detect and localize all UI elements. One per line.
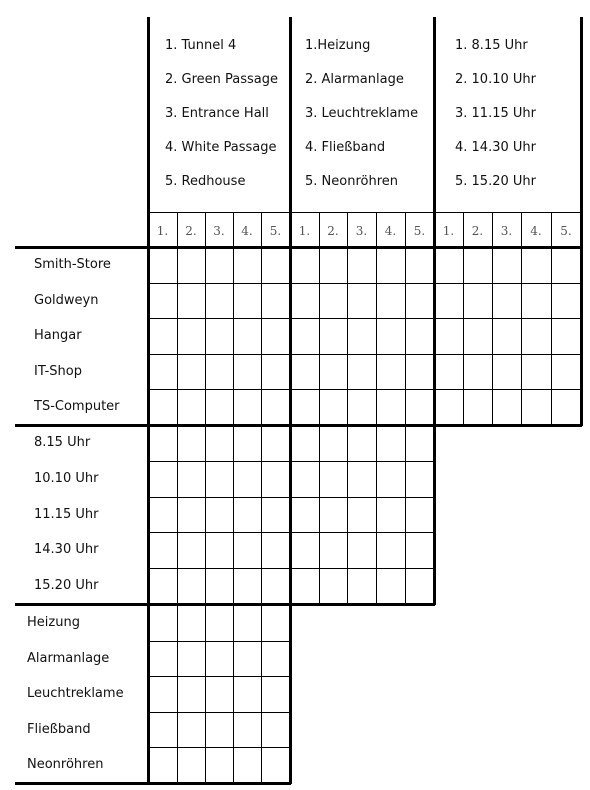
grid-cell[interactable] <box>261 461 290 497</box>
grid-cell[interactable] <box>376 283 405 318</box>
grid-cell[interactable] <box>205 641 233 676</box>
grid-line-horizontal <box>148 389 581 390</box>
grid-cell[interactable] <box>492 247 521 283</box>
grid-line-horizontal <box>148 354 581 355</box>
column-number: 2. <box>327 224 339 238</box>
grid-cell[interactable] <box>261 532 290 568</box>
grid-cell[interactable] <box>177 712 205 747</box>
grid-cell[interactable] <box>148 461 177 497</box>
grid-cell[interactable] <box>233 283 261 318</box>
grid-cell[interactable] <box>434 283 463 318</box>
grid-cell[interactable] <box>551 318 581 354</box>
row-label: TS-Computer <box>34 399 120 414</box>
column-header-item: 3. Entrance Hall <box>165 106 269 121</box>
grid-cell[interactable] <box>319 425 347 461</box>
grid-cell[interactable] <box>290 497 319 532</box>
grid-line-horizontal <box>148 318 581 319</box>
row-label: 10.10 Uhr <box>34 471 99 486</box>
grid-cell[interactable] <box>405 247 434 283</box>
grid-cell[interactable] <box>347 247 376 283</box>
grid-cell[interactable] <box>551 354 581 389</box>
grid-cell[interactable] <box>261 676 290 712</box>
column-header-item: 4. White Passage <box>165 140 277 155</box>
grid-cell[interactable] <box>319 568 347 604</box>
grid-cell[interactable] <box>261 354 290 389</box>
grid-cell[interactable] <box>376 497 405 532</box>
grid-cell[interactable] <box>233 604 261 641</box>
grid-cell[interactable] <box>290 247 319 283</box>
column-header-item: 5. 15.20 Uhr <box>455 174 536 189</box>
grid-cell[interactable] <box>261 389 290 425</box>
grid-cell[interactable] <box>405 532 434 568</box>
grid-cell[interactable] <box>177 532 205 568</box>
grid-cell[interactable] <box>233 532 261 568</box>
grid-cell[interactable] <box>405 568 434 604</box>
grid-cell[interactable] <box>148 641 177 676</box>
grid-line-horizontal <box>148 747 290 748</box>
column-header-item: 4. Fließband <box>305 140 386 155</box>
column-number: 4. <box>241 224 253 238</box>
grid-cell[interactable] <box>233 318 261 354</box>
grid-cell[interactable] <box>376 568 405 604</box>
grid-cell[interactable] <box>319 318 347 354</box>
grid-cell[interactable] <box>148 604 177 641</box>
group-divider-horizontal <box>15 603 435 606</box>
grid-line-vertical <box>319 212 320 604</box>
grid-cell[interactable] <box>177 283 205 318</box>
column-header-item: 5. Neonröhren <box>305 174 398 189</box>
grid-cell[interactable] <box>205 712 233 747</box>
grid-cell[interactable] <box>233 354 261 389</box>
column-number: 3. <box>500 224 513 238</box>
grid-cell[interactable] <box>233 425 261 461</box>
column-number: 1. <box>442 224 455 238</box>
grid-cell[interactable] <box>148 712 177 747</box>
column-header-item: 5. Redhouse <box>165 174 246 189</box>
grid-cell[interactable] <box>319 354 347 389</box>
grid-line-vertical <box>347 212 348 604</box>
grid-cell[interactable] <box>463 389 492 425</box>
column-header-item: 1. Tunnel 4 <box>165 38 237 53</box>
grid-cell[interactable] <box>177 604 205 641</box>
column-number: 2. <box>185 224 197 238</box>
grid-cell[interactable] <box>319 532 347 568</box>
group-divider-vertical <box>147 17 150 784</box>
column-header-item: 2. Green Passage <box>165 72 279 87</box>
grid-cell[interactable] <box>463 247 492 283</box>
row-label: 14.30 Uhr <box>34 542 99 557</box>
grid-cell[interactable] <box>233 712 261 747</box>
grid-cell[interactable] <box>347 568 376 604</box>
grid-cell[interactable] <box>434 389 463 425</box>
grid-cell[interactable] <box>290 568 319 604</box>
grid-cell[interactable] <box>376 532 405 568</box>
row-label: Smith-Store <box>34 257 111 272</box>
grid-cell[interactable] <box>434 247 463 283</box>
grid-line-vertical <box>521 212 522 425</box>
grid-cell[interactable] <box>148 247 177 283</box>
grid-cell[interactable] <box>290 318 319 354</box>
grid-cell[interactable] <box>148 676 177 712</box>
grid-cell[interactable] <box>233 389 261 425</box>
column-header-item: 4. 14.30 Uhr <box>455 140 536 155</box>
grid-cell[interactable] <box>205 389 233 425</box>
grid-cell[interactable] <box>205 497 233 532</box>
grid-cell[interactable] <box>261 318 290 354</box>
group-divider-horizontal <box>15 782 291 785</box>
row-label: Neonröhren <box>27 757 104 772</box>
grid-line-horizontal <box>148 712 290 713</box>
row-label: IT-Shop <box>34 363 82 379</box>
grid-line-horizontal <box>148 641 290 642</box>
grid-cell[interactable] <box>290 389 319 425</box>
grid-cell[interactable] <box>261 283 290 318</box>
grid-cell[interactable] <box>233 641 261 676</box>
grid-cell[interactable] <box>205 318 233 354</box>
grid-cell[interactable] <box>261 425 290 461</box>
grid-cell[interactable] <box>205 461 233 497</box>
grid-cell[interactable] <box>148 532 177 568</box>
header-number-row-line <box>148 212 581 213</box>
column-number: 1. <box>298 224 311 238</box>
grid-cell[interactable] <box>233 747 261 783</box>
grid-cell[interactable] <box>148 747 177 783</box>
row-label: 11.15 Uhr <box>34 506 99 522</box>
grid-cell[interactable] <box>261 497 290 532</box>
grid-cell[interactable] <box>521 283 551 318</box>
grid-cell[interactable] <box>233 497 261 532</box>
grid-cell[interactable] <box>177 676 205 712</box>
grid-cell[interactable] <box>261 247 290 283</box>
grid-cell[interactable] <box>551 389 581 425</box>
grid-cell[interactable] <box>521 247 551 283</box>
grid-cell[interactable] <box>551 283 581 318</box>
grid-line-vertical <box>405 212 406 604</box>
grid-cell[interactable] <box>177 318 205 354</box>
grid-cell[interactable] <box>376 461 405 497</box>
row-label: 15.20 Uhr <box>34 578 99 593</box>
grid-line-vertical <box>376 212 377 604</box>
grid-cell[interactable] <box>290 283 319 318</box>
grid-line-vertical <box>463 212 464 425</box>
grid-cell[interactable] <box>290 532 319 568</box>
grid-cell[interactable] <box>319 461 347 497</box>
grid-cell[interactable] <box>177 425 205 461</box>
grid-cell[interactable] <box>148 354 177 389</box>
grid-cell[interactable] <box>463 354 492 389</box>
grid-line-vertical <box>492 212 493 425</box>
grid-cell[interactable] <box>376 247 405 283</box>
grid-cell[interactable] <box>261 641 290 676</box>
grid-cell[interactable] <box>177 461 205 497</box>
grid-cell[interactable] <box>434 354 463 389</box>
grid-cell[interactable] <box>261 747 290 783</box>
grid-cell[interactable] <box>177 641 205 676</box>
grid-cell[interactable] <box>205 604 233 641</box>
grid-cell[interactable] <box>205 568 233 604</box>
grid-cell[interactable] <box>521 318 551 354</box>
grid-line-vertical <box>177 212 178 783</box>
column-number: 4. <box>530 224 542 238</box>
column-header-item: 2. Alarmanlage <box>305 72 404 87</box>
grid-cell[interactable] <box>319 389 347 425</box>
grid-cell[interactable] <box>405 354 434 389</box>
column-number: 5. <box>413 224 426 238</box>
row-label: Alarmanlage <box>27 650 110 666</box>
grid-cell[interactable] <box>405 461 434 497</box>
grid-cell[interactable] <box>319 497 347 532</box>
grid-cell[interactable] <box>347 283 376 318</box>
row-label: Leuchtreklame <box>27 686 124 701</box>
column-header-item: 1.Heizung <box>305 38 371 53</box>
grid-cell[interactable] <box>347 318 376 354</box>
grid-cell[interactable] <box>290 461 319 497</box>
grid-cell[interactable] <box>347 354 376 389</box>
row-label: Heizung <box>27 614 80 630</box>
grid-cell[interactable] <box>177 354 205 389</box>
group-divider-horizontal <box>15 246 582 249</box>
grid-cell[interactable] <box>233 568 261 604</box>
column-header-item: 1. 8.15 Uhr <box>455 38 528 53</box>
group-divider-vertical <box>580 17 583 426</box>
grid-cell[interactable] <box>405 283 434 318</box>
grid-cell[interactable] <box>347 461 376 497</box>
grid-cell[interactable] <box>551 247 581 283</box>
grid-cell[interactable] <box>205 425 233 461</box>
grid-cell[interactable] <box>347 389 376 425</box>
grid-cell[interactable] <box>492 354 521 389</box>
grid-cell[interactable] <box>376 318 405 354</box>
column-number: 1. <box>156 224 169 238</box>
column-number: 3. <box>355 224 368 238</box>
grid-cell[interactable] <box>290 354 319 389</box>
grid-cell[interactable] <box>290 425 319 461</box>
row-label: Goldweyn <box>34 292 99 308</box>
grid-line-vertical <box>205 212 206 783</box>
grid-cell[interactable] <box>205 747 233 783</box>
grid-cell[interactable] <box>347 425 376 461</box>
grid-cell[interactable] <box>233 676 261 712</box>
grid-cell[interactable] <box>148 568 177 604</box>
grid-cell[interactable] <box>148 389 177 425</box>
grid-cell[interactable] <box>177 389 205 425</box>
grid-cell[interactable] <box>405 425 434 461</box>
column-header-item: 3. 11.15 Uhr <box>455 106 536 121</box>
grid-cell[interactable] <box>376 354 405 389</box>
grid-cell[interactable] <box>205 676 233 712</box>
grid-cell[interactable] <box>261 568 290 604</box>
grid-cell[interactable] <box>463 283 492 318</box>
grid-cell[interactable] <box>347 532 376 568</box>
grid-cell[interactable] <box>233 247 261 283</box>
grid-cell[interactable] <box>434 318 463 354</box>
grid-cell[interactable] <box>148 497 177 532</box>
grid-line-horizontal <box>148 283 581 284</box>
column-number: 2. <box>471 224 484 238</box>
grid-cell[interactable] <box>261 712 290 747</box>
grid-line-horizontal <box>148 676 290 677</box>
grid-cell[interactable] <box>376 425 405 461</box>
group-divider-vertical <box>289 17 292 784</box>
group-divider-horizontal <box>15 424 582 427</box>
grid-cell[interactable] <box>492 283 521 318</box>
grid-line-vertical <box>261 212 262 783</box>
row-label: Hangar <box>34 328 82 343</box>
grid-cell[interactable] <box>376 389 405 425</box>
column-number: 4. <box>384 224 397 238</box>
grid-cell[interactable] <box>492 389 521 425</box>
grid-cell[interactable] <box>205 532 233 568</box>
grid-cell[interactable] <box>148 318 177 354</box>
grid-cell[interactable] <box>148 425 177 461</box>
row-label: Fließband <box>27 721 91 737</box>
grid-cell[interactable] <box>521 389 551 425</box>
column-header-item: 2. 10.10 Uhr <box>455 72 536 87</box>
column-number: 5. <box>269 224 282 238</box>
grid-line-vertical <box>233 212 234 783</box>
grid-cell[interactable] <box>405 389 434 425</box>
column-number: 3. <box>213 224 225 238</box>
group-divider-vertical <box>433 17 436 605</box>
grid-cell[interactable] <box>492 318 521 354</box>
grid-cell[interactable] <box>177 568 205 604</box>
grid-cell[interactable] <box>347 497 376 532</box>
grid-line-vertical <box>551 212 552 425</box>
grid-cell[interactable] <box>205 354 233 389</box>
row-label: 8.15 Uhr <box>34 435 91 450</box>
column-number: 5. <box>560 224 572 238</box>
grid-cell[interactable] <box>521 354 551 389</box>
grid-cell[interactable] <box>177 497 205 532</box>
grid-cell[interactable] <box>405 318 434 354</box>
grid-cell[interactable] <box>319 283 347 318</box>
grid-cell[interactable] <box>177 747 205 783</box>
grid-cell[interactable] <box>205 283 233 318</box>
grid-cell[interactable] <box>233 461 261 497</box>
column-header-item: 3. Leuchtreklame <box>305 106 419 121</box>
grid-cell[interactable] <box>319 247 347 283</box>
grid-cell[interactable] <box>261 604 290 641</box>
grid-cell[interactable] <box>405 497 434 532</box>
grid-cell[interactable] <box>463 318 492 354</box>
grid-cell[interactable] <box>177 247 205 283</box>
grid-cell[interactable] <box>205 247 233 283</box>
grid-cell[interactable] <box>148 283 177 318</box>
